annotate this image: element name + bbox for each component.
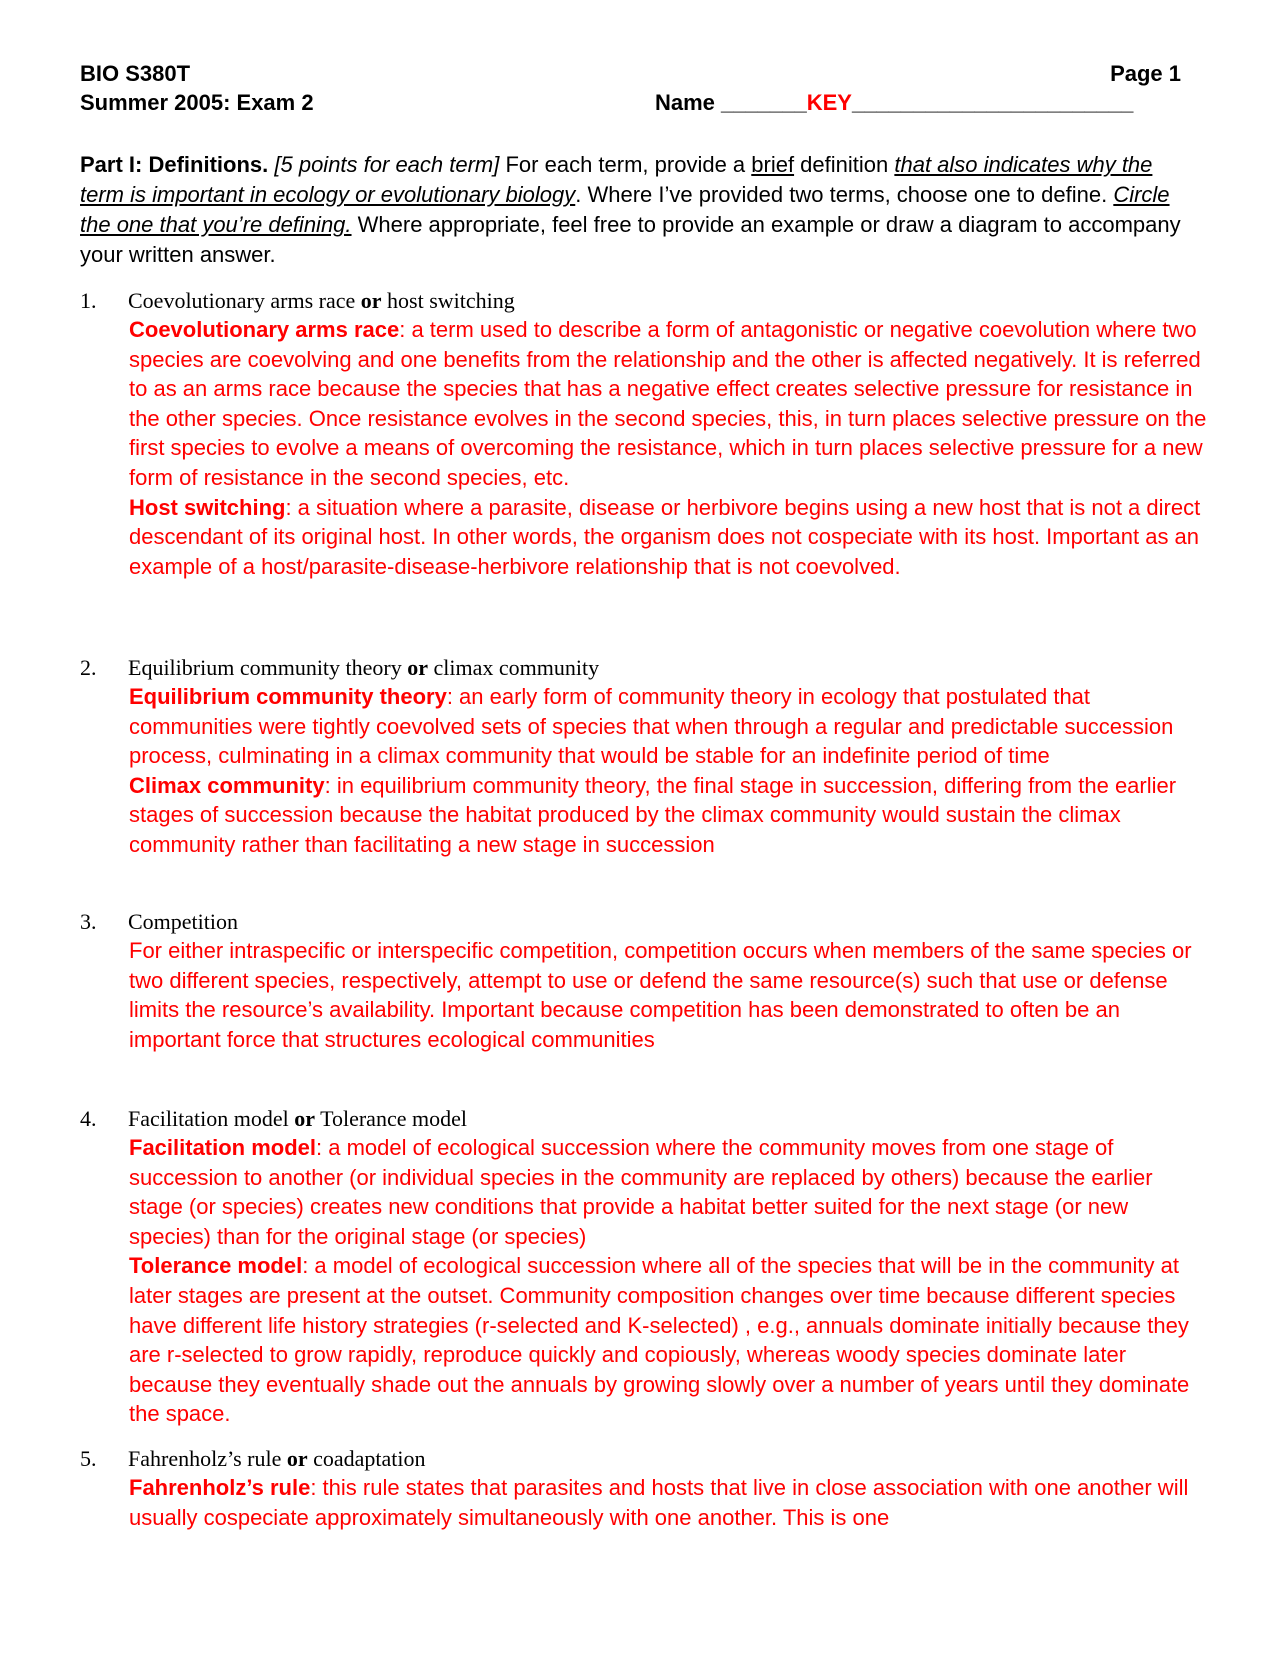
answer-paragraph — [129, 936, 1210, 1054]
question-3 — [80, 908, 1210, 1054]
name-blank-left: _______ — [721, 90, 807, 115]
answer-term: Fahrenholz’s rule — [129, 1475, 311, 1500]
question-number: 5. — [80, 1446, 97, 1471]
answer-term: Facilitation model — [129, 1135, 317, 1160]
page-number: Page 1 — [1110, 61, 1181, 86]
answer-block — [129, 682, 1210, 860]
answer-block — [129, 1133, 1210, 1429]
answer-text: : a model of ecological succession where the community moves from one stage of succession to another (or individual species in the community are replaced by others) because the earlier stage (or species) creates new conditions that provide a habitat better suited for the next stage (or new species) than for the original stage (or species) — [129, 1135, 1153, 1249]
name-line — [655, 89, 1133, 117]
name-label: Name — [655, 90, 722, 115]
term-a: Facilitation model — [128, 1106, 289, 1131]
answer-text: : a model of ecological succession where all of the species that will be in the community at later stages are present at the outset. Community composition changes over time because different species have different life history strategies (r-selected and K-selected) , e.g., annuals dominate initially because they are r-selected to grow rapidly, reproduce quickly and copiously, whereas woody species dominate later because they eventually shade out the annuals by growing slowly over a number of years until they dominate the space. — [129, 1253, 1190, 1427]
instruction-text: definition — [794, 152, 895, 177]
question-title — [80, 654, 1210, 682]
exam-term: Summer 2005: Exam 2 — [80, 90, 314, 115]
question-number: 4. — [80, 1106, 97, 1131]
answer-text: : in equilibrium community theory, the final stage in succession, differing from the earlier stages of succession because the habitat produced by the climax community would sustain the climax community rather than facilitating a new stage in succession — [129, 772, 1177, 857]
question-title — [80, 1105, 1210, 1133]
question-number: 3. — [80, 909, 97, 934]
question-1 — [80, 287, 1210, 581]
name-blank-right: _______________________ — [851, 90, 1134, 115]
answer-block — [129, 936, 1210, 1054]
question-title — [80, 287, 1210, 315]
brief-emphasis: brief — [751, 152, 795, 177]
course-code: BIO S380T — [80, 61, 191, 86]
instruction-text: . Where I’ve provided two terms, choose one to define. — [575, 182, 1114, 207]
answer-text: : a situation where a parasite, disease or herbivore begins using a new host that is not a direct descendant of its original host. In other words, the organism does not cospeciate with its host. Important as an example of a host/parasite-disease-herbivore relationship that is not coevolved. — [129, 494, 1201, 579]
answer-paragraph — [129, 1473, 1210, 1532]
or-label: or — [294, 1106, 315, 1131]
question-number: 1. — [80, 288, 97, 313]
answer-block — [129, 315, 1210, 581]
question-2 — [80, 654, 1210, 860]
instruction-text: For each term, provide a — [499, 152, 752, 177]
answer-text: : a term used to describe a form of antagonistic or negative coevolution where two species are coevolving and one benefits from the relationship and the other is affected negatively. It is referred to as an arms race because the species that has a negative effect creates selective pressure for resistance in the other species. Once resistance evolves in the second species, this, in turn places selective pressure on the first species to evolve a means of overcoming the resistance, which in turn places selective pressure for a new form of resistance in the second species, etc. — [129, 317, 1207, 490]
or-label: or — [360, 288, 382, 313]
circle-instruction: Circle the one that you’re defining. — [80, 182, 1170, 237]
answer-key-label: KEY — [806, 90, 852, 115]
answer-paragraph — [129, 1133, 1210, 1251]
answer-paragraph — [129, 1251, 1210, 1429]
answer-block — [129, 1473, 1210, 1532]
term-a: Coevolutionary arms race — [128, 288, 356, 313]
answer-term: Host switching — [129, 494, 286, 520]
answer-text: For either intraspecific or interspecific competition, competition occurs when members of the same species or two different species, respectively, attempt to use or defend the same resource(s) such that use or defense limits the resource’s availability. Important because competition has been demonstrated to often be an important force that structures ecological communities — [129, 938, 1192, 1052]
term-b: climax community — [433, 655, 600, 680]
term-a: Equilibrium community theory — [128, 655, 402, 680]
term-b: coadaptation — [313, 1446, 426, 1471]
answer-term: Equilibrium community theory — [129, 684, 447, 709]
answer-term: Climax community — [129, 772, 325, 798]
question-title — [80, 1445, 1210, 1473]
part-title: Part I: Definitions. — [80, 152, 269, 177]
answer-text: : an early form of community theory in ecology that postulated that communities were tightly coevolved sets of species that when through a regular and predictable succession process, culminating in a climax community that would be stable for an indefinite period of time — [129, 684, 1174, 769]
answer-text: : this rule states that parasites and hosts that live in close association with one another will usually cospeciate approximately simultaneously with one another. This is one — [129, 1475, 1189, 1530]
importance-emphasis: that also indicates why the term is important in ecology or evolutionary biology — [80, 152, 1153, 207]
term-a: Competition — [128, 909, 238, 934]
instruction-text: Where appropriate, feel free to provide an example or draw a diagram to accompany your written answer. — [80, 212, 1181, 267]
or-label: or — [286, 1446, 308, 1471]
points-note: [5 points for each term] — [274, 152, 500, 177]
answer-paragraph — [129, 315, 1210, 493]
answer-paragraph — [129, 771, 1210, 860]
answer-paragraph — [129, 493, 1210, 582]
or-label: or — [407, 655, 429, 680]
term-b: Tolerance model — [320, 1106, 467, 1131]
term-a: Fahrenholz’s rule — [128, 1446, 282, 1471]
term-b: host switching — [387, 288, 515, 313]
question-4 — [80, 1105, 1210, 1429]
question-5 — [80, 1445, 1210, 1532]
answer-paragraph — [129, 682, 1210, 771]
question-number: 2. — [80, 655, 97, 680]
question-title — [80, 908, 1210, 936]
answer-term: Tolerance model — [129, 1253, 303, 1279]
answer-term: Coevolutionary arms race — [129, 317, 400, 342]
part-one-instructions — [80, 150, 1200, 270]
